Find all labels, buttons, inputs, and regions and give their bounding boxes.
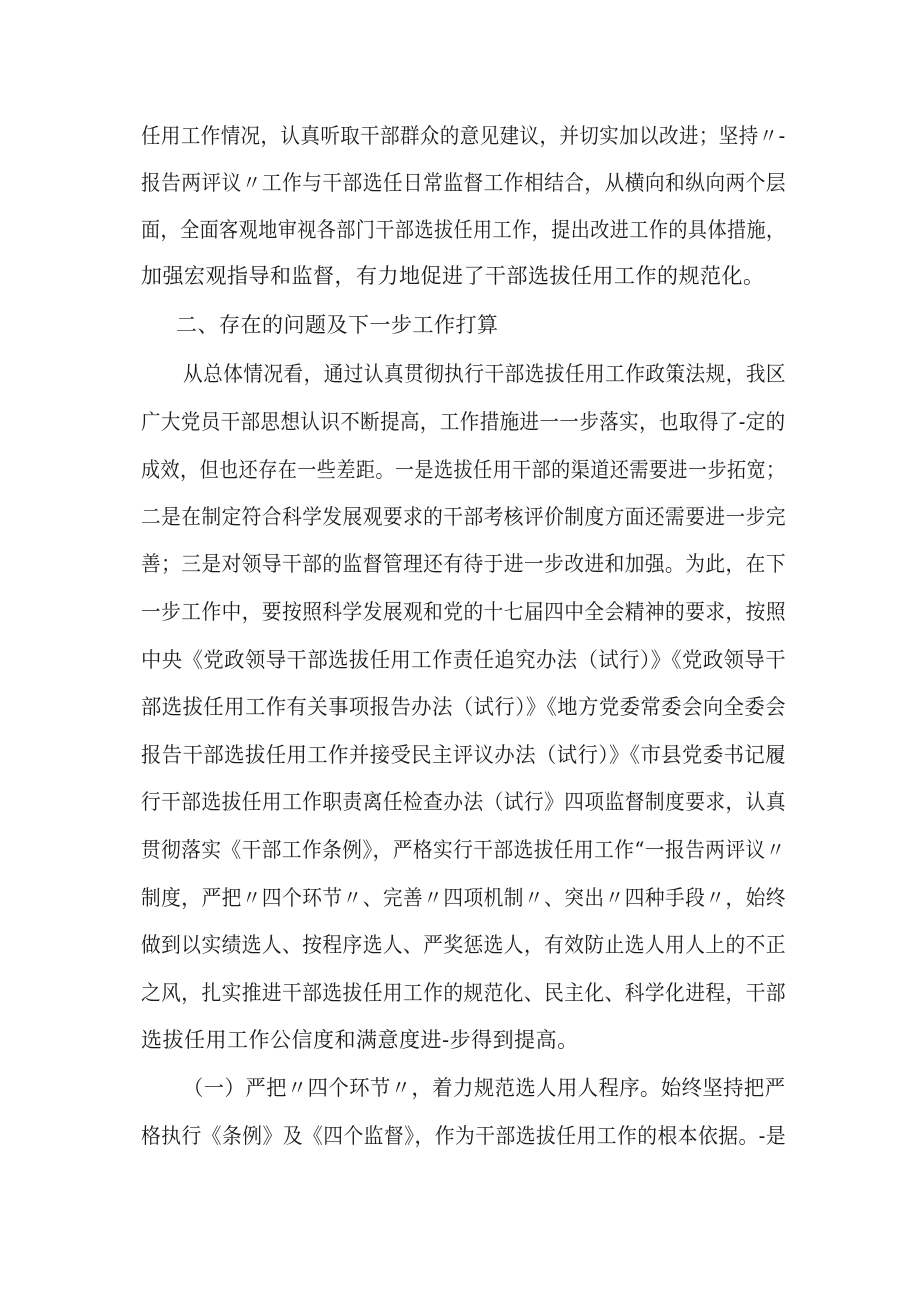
body-text-line: 加强宏观指导和监督，有力地促进了干部选拔任用工作的规范化。 [141,264,765,288]
body-text-line: 选拔任用工作公信度和满意度进-步得到提高。 [141,1028,579,1052]
body-text-line: 中央《党政领导干部选拔任用工作责任追究办法（试行）》《党政领导干 [141,648,786,672]
body-text-line: 报告干部选拔任用工作并接受民主评议办法（试行）》《市县党委书记履 [141,743,786,767]
paragraph-first-line: （一）严把〃四个环节〃，着力规范选人用人程序。始终坚持把严 [183,1076,786,1100]
body-text-line: 行干部选拔任用工作职责离任检查办法（试行》四项监督制度要求，认真 [141,790,786,814]
body-text-line: 二是在制定符合科学发展观要求的干部考核评价制度方面还需要进一步完 [141,505,786,529]
body-text-line: 面，全面客观地审视各部门干部选拔任用工作，提出改进工作的具体措施， [141,218,786,242]
body-text-line: 一步工作中，要按照科学发展观和党的十七届四中全会精神的要求，按照 [141,600,786,624]
body-text-line: 善；三是对领导干部的监督管理还有待于进一步改进和加强。为此，在下 [141,552,786,576]
body-text-line: 报告两评议〃工作与干部选任日常监督工作相结合，从横向和纵向两个层 [141,171,786,195]
body-text-line: 任用工作情况，认真听取干部群众的意见建议，并切实加以改进；坚持〃- [141,124,786,148]
body-text-line: 做到以实绩选人、按程序选人、严奖惩选人，有效防止选人用人上的不正 [141,933,786,957]
body-text-line: 之风，扎实推进干部选拔任用工作的规范化、民主化、科学化进程，干部 [141,981,786,1005]
body-text-line: 广大党员干部思想认识不断提高，工作措施进一一步落实，也取得了-定的 [141,410,786,434]
section-heading: 二、存在的问题及下一步工作打算 [176,313,499,337]
body-text-line: 制度，严把〃四个环节〃、完善〃四项机制〃、突出〃四种手段〃，始终 [141,886,786,910]
body-text-line: 贯彻落实《干部工作条例》，严格实行干部选拔任用工作“一报告两评议〃 [141,838,786,862]
body-text-line: 部选拔任用工作有关事项报告办法（试行）》《地方党委常委会向全委会 [141,695,786,719]
body-text-line: 格执行《条例》及《四个监督》，作为干部选拔任用工作的根本依据。-是 [141,1124,787,1148]
body-text-line: 成效，但也还存在一些差距。一是选拔任用干部的渠道还需要进一步拓宽； [141,458,786,482]
paragraph-first-line: 从总体情况看，通过认真贯彻执行干部选拔任用工作政策法规，我区 [183,362,787,386]
